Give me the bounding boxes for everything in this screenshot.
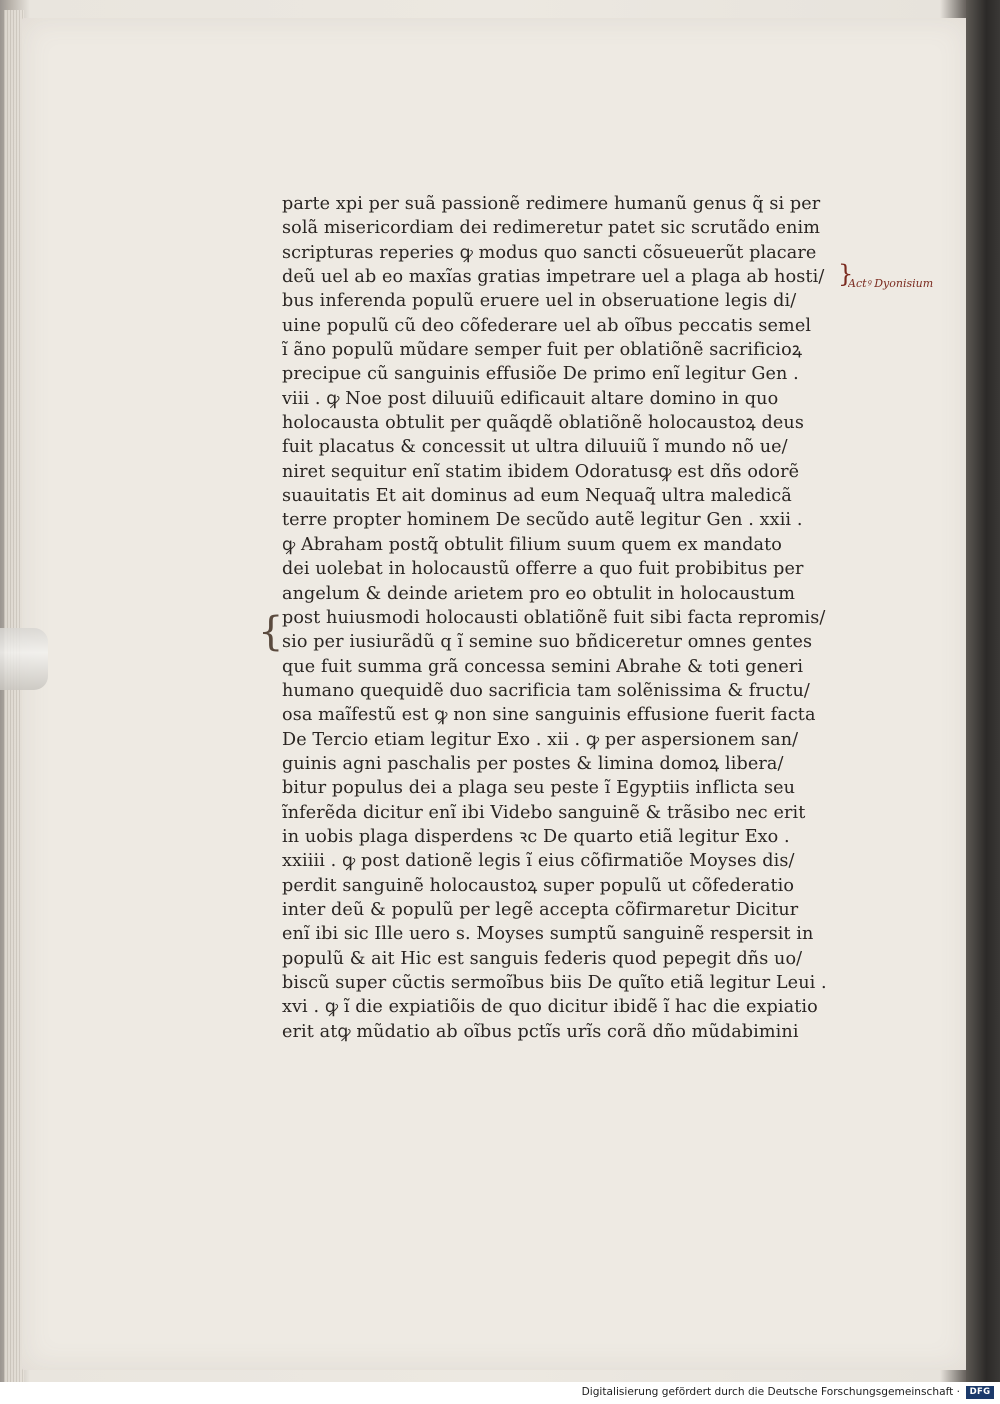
text-line: solã misericordiam dei redimeretur patet sic scrutãdo enim xyxy=(282,218,821,239)
text-line: perdit sanguinẽ holocaustoꝝ super populũ ut cõfederatio xyxy=(282,875,795,896)
text-line: humano quequidẽ duo sacrificia tam solẽnissima & fructu/ xyxy=(282,680,810,701)
text-line: xxiiii . ꝙ post dationẽ legis ĩ eius cõfirmatiõe Moyses dis/ xyxy=(282,851,795,872)
text-line: inter deũ & populũ per legẽ accepta cõfirmaretur Dicitur xyxy=(282,899,799,920)
text-line: dei uolebat in holocaustũ offerre a quo fuit probibitus per xyxy=(282,559,804,580)
text-line: xvi . ꝙ ĩ die expiatiõis de quo dicitur ibidẽ ĩ hac die expiatio xyxy=(282,997,818,1018)
text-line: post huiusmodi holocausti oblatiõnẽ fuit sibi facta repromis/ xyxy=(282,607,826,628)
footer-credit: Digitalisierung gefördert durch die Deutsche Forschungsgemeinschaft · xyxy=(581,1386,960,1398)
page-text-body xyxy=(282,192,842,1044)
text-line: uine populũ cũ deo cõfederare uel ab oĩbus peccatis semel xyxy=(282,315,812,336)
text-line: ꝙ Abraham postq̃ obtulit filium suum quem ex mandato xyxy=(282,534,782,555)
text-line: scripturas reperies ꝙ modus quo sancti cõsueuerũt placare xyxy=(282,242,817,263)
margin-brace-mark: } xyxy=(838,260,854,288)
text-line: guinis agni paschalis per postes & limina domoꝝ libera/ xyxy=(282,753,784,774)
text-line: ĩnferẽda dicitur enĩ ibi Videbo sanguinẽ & trãsibo nec erit xyxy=(282,802,806,823)
text-line: sio per iusiurãdũ q ĩ semine suo bñdiceretur omnes gentes xyxy=(282,632,813,653)
text-line: holocausta obtulit per quãqdẽ oblatiõnẽ holocaustoꝝ deus xyxy=(282,413,804,434)
binding-shadow xyxy=(966,0,1000,1382)
text-line: bus inferenda populũ eruere uel in obseruatione legis di/ xyxy=(282,291,797,312)
text-line: populũ & ait Hic est sanguis federis quod pepegit dñs uo/ xyxy=(282,948,803,969)
text-line: parte xpi per suã passionẽ redimere humanũ genus q̃ si per xyxy=(282,194,821,214)
text-line: biscũ super cũctis sermoĩbus biis De quĩto etiã legitur Leui . xyxy=(282,973,827,993)
text-line: erit atꝙ mũdatio ab oĩbus pctĩs urĩs corã dño mũdabimini xyxy=(282,1021,799,1042)
margin-brace-mark-left: { xyxy=(258,609,284,655)
text-line: De Tercio etiam legitur Exo . xii . ꝙ per aspersionem san/ xyxy=(282,729,799,750)
text-line: osa maĩfestũ est ꝙ non sine sanguinis effusione fuerit facta xyxy=(282,705,816,726)
text-line: enĩ ibi sic Ille uero s. Moyses sumptũ sanguinẽ respersit in xyxy=(282,924,814,945)
page-clip xyxy=(0,628,48,690)
text-line: viii . ꝙ Noe post diluuiũ edificauit altare domino in quo xyxy=(282,388,779,409)
text-line: niret sequitur enĩ statim ibidem Odoratusꝙ est dñs odorẽ xyxy=(282,461,800,482)
text-line: deũ uel ab eo maxĩas gratias impetrare uel a plaga ab hosti/ xyxy=(282,267,825,288)
text-line: ĩ ãno populũ mũdare semper fuit per oblatiõnẽ sacrificioꝝ xyxy=(282,340,803,361)
text-line: que fuit summa grã concessa semini Abrahe & toti generi xyxy=(282,656,804,677)
dfg-logo: DFG xyxy=(966,1386,994,1399)
text-line: bitur populus dei a plaga seu peste ĩ Egyptiis inflicta seu xyxy=(282,778,796,799)
book-page-edges xyxy=(4,10,24,1382)
text-line: terre propter hominem De secũdo autẽ legitur Gen . xxii . xyxy=(282,510,803,531)
text-line: in uobis plaga disperdens ꝛc De quarto etiã legitur Exo . xyxy=(282,826,790,847)
marginal-note: Actꝰ Dyonisium xyxy=(848,277,934,290)
text-line: fuit placatus & concessit ut ultra diluuiũ ĩ mundo nõ ue/ xyxy=(282,437,788,458)
text-line: precipue cũ sanguinis effusiõe De primo enĩ legitur Gen . xyxy=(282,364,799,385)
text-line: angelum & deinde arietem pro eo obtulit in holocaustum xyxy=(282,583,796,604)
text-line: suauitatis Et ait dominus ad eum Nequaq̃ ultra maledicã xyxy=(282,486,792,507)
